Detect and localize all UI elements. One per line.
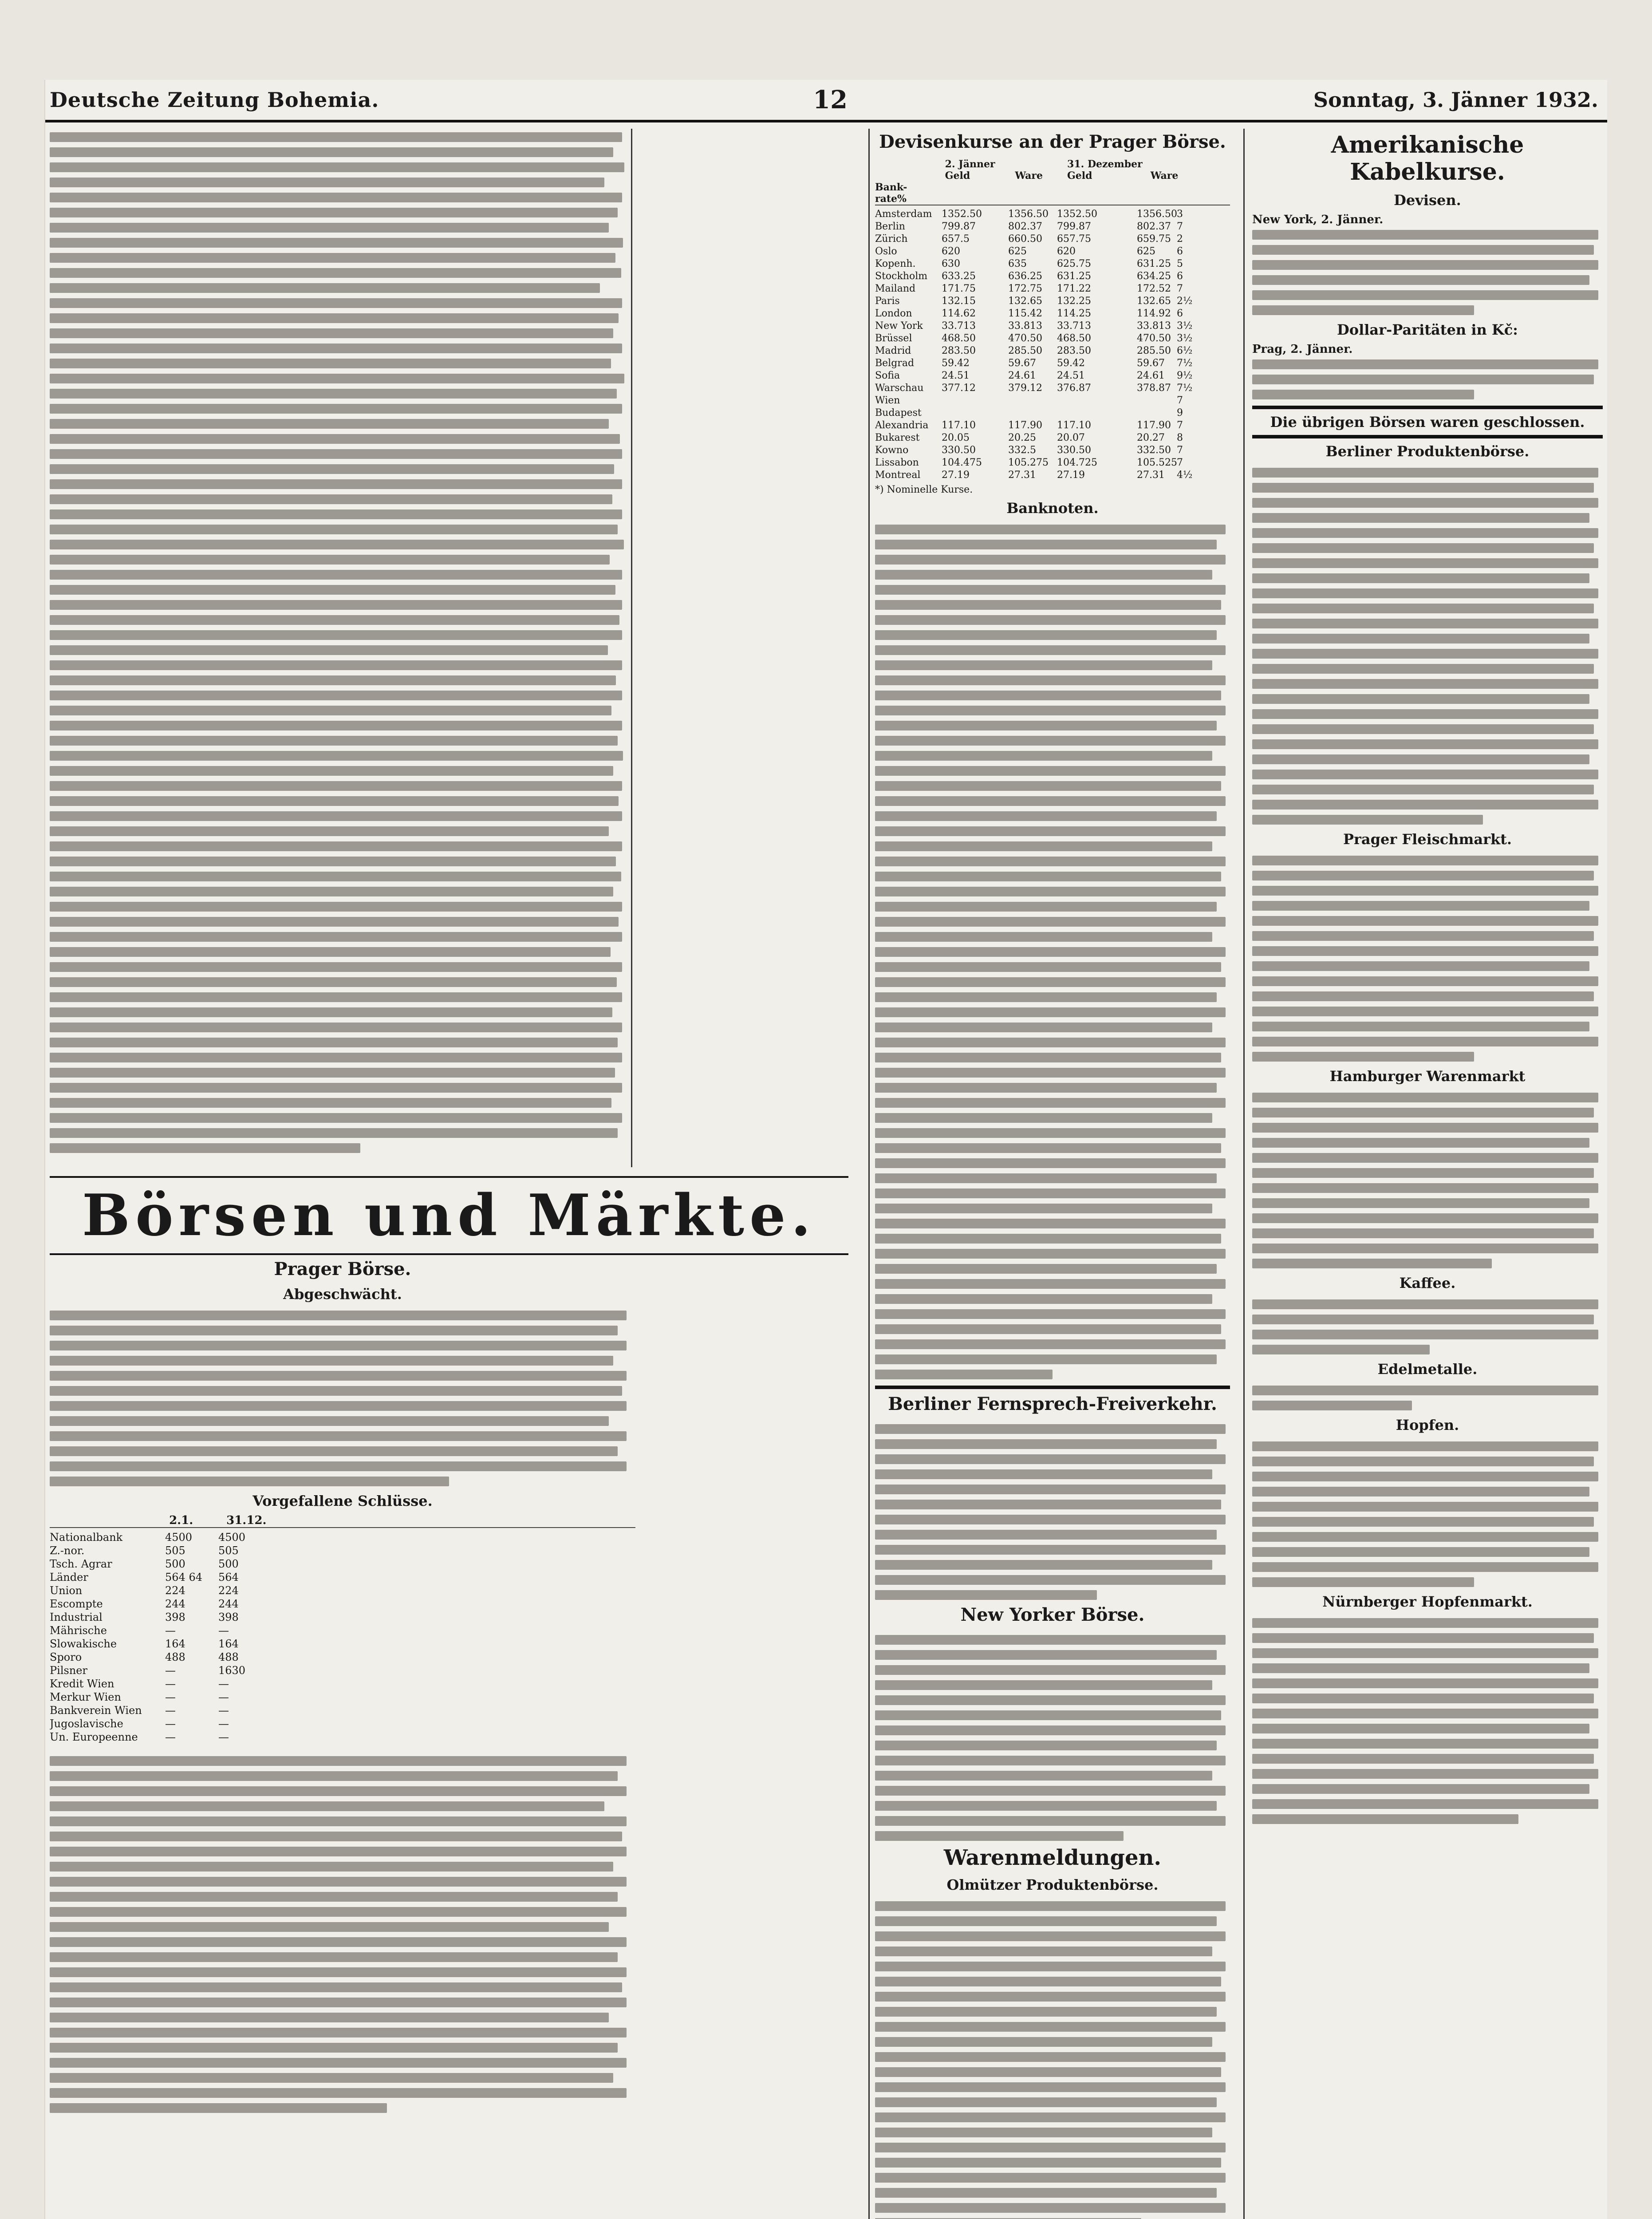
security-name: Z.-nor. (50, 1544, 85, 1557)
vorgefallene-row (50, 1531, 635, 1544)
security-name: Tsch. Agrar (50, 1558, 112, 1570)
kabel-text (1252, 226, 1603, 317)
divider (1252, 406, 1603, 409)
banknoten-text (875, 521, 1230, 1381)
vorgefallene-row (50, 1717, 635, 1730)
prager-fleisch-text (1252, 852, 1603, 1063)
devisen-value: 20.07 (1057, 432, 1085, 443)
devisen-col-3: 31. Dezember Geld (1067, 158, 1143, 182)
devisen-value: 625 (1137, 246, 1155, 257)
devisen-value: 625.75 (1057, 258, 1091, 269)
berliner-prod-text (1252, 464, 1603, 826)
kaffee-title: Kaffee. (1399, 1275, 1456, 1291)
devisen-place: Bukarest (875, 432, 920, 443)
security-name: Länder (50, 1571, 88, 1583)
devisen-value: 114.62 (942, 308, 976, 319)
dollar-text (1252, 356, 1603, 401)
prager-boerse-text (50, 1307, 635, 1488)
devisen-row (875, 208, 1230, 221)
security-value: 4500 (218, 1531, 246, 1544)
security-name: Sporo (50, 1651, 82, 1663)
devisen-value: 470.50 (1137, 333, 1171, 344)
olmuetzer-title: Olmützer Produktenbörse. (946, 1876, 1159, 1893)
devisen-value: 1352.50 (942, 209, 982, 220)
devisen-value: 1356.50 (1137, 209, 1177, 220)
boerse-geschlossen: Die übrigen Börsen waren geschlossen. (1270, 414, 1585, 430)
security-value: 164 (218, 1638, 239, 1650)
security-value: 500 (165, 1558, 185, 1570)
prag-date: Prag, 2. Jänner. (1252, 343, 1353, 356)
devisen-place: Amsterdam (875, 209, 932, 220)
devisen-value: 8 (1177, 432, 1183, 443)
vorgefallene-row (50, 1571, 635, 1584)
devisen-value: 171.75 (942, 283, 976, 294)
security-value: 488 (165, 1651, 185, 1663)
staatsanleihen-text (50, 1753, 635, 2115)
devisen-value: 802.37 (1137, 221, 1171, 232)
devisen-value: 132.65 (1137, 296, 1171, 307)
devisen-place: Kopenh. (875, 258, 916, 269)
devisen-place: Madrid (875, 345, 911, 356)
newyorker-title: New Yorker Börse. (960, 1604, 1145, 1625)
devisen-value: 2½ (1177, 296, 1193, 307)
devisen-value: 3 (1177, 209, 1183, 220)
security-value: 564 64 (165, 1571, 202, 1583)
devisen-row (875, 283, 1230, 295)
security-value: 4500 (165, 1531, 193, 1544)
column-rule (1243, 129, 1245, 2219)
devisen-place: Berlin (875, 221, 905, 232)
security-value: 244 (165, 1598, 185, 1610)
devisen-value: 468.50 (942, 333, 976, 344)
devisen-note: *) Nominelle Kurse. (875, 484, 973, 495)
devisen-row (875, 419, 1230, 432)
devisen-row (875, 357, 1230, 370)
devisen-place: Wien (875, 395, 900, 406)
devisen-value: 104.725 (1057, 457, 1097, 468)
security-value: 398 (218, 1611, 239, 1623)
security-value: 488 (218, 1651, 239, 1663)
devisen-row (875, 444, 1230, 457)
vorgefallene-row (50, 1624, 635, 1637)
devisen-value: 172.75 (1008, 283, 1042, 294)
security-value: — (165, 1731, 176, 1743)
devisen-place: Mailand (875, 283, 916, 294)
security-value: 244 (218, 1598, 239, 1610)
berliner-fernsprech-text (875, 1421, 1230, 1602)
devisen-value: 7½ (1177, 358, 1193, 369)
devisen-place: London (875, 308, 912, 319)
security-value: — (165, 1691, 176, 1703)
section-title-boersen: Börsen und Märkte. (50, 1176, 848, 1255)
devisen-value: 59.67 (1137, 358, 1165, 369)
text-column-left (50, 129, 627, 1163)
edelmetalle-text (1252, 1382, 1603, 1412)
security-value: 1630 (218, 1664, 246, 1677)
devisen-value: 105.525 (1137, 457, 1177, 468)
security-name: Escompte (50, 1598, 103, 1610)
vorgefallene-table (50, 1531, 635, 1744)
security-value: — (218, 1704, 229, 1717)
security-value: — (165, 1664, 176, 1677)
newspaper-name: Deutsche Zeitung Bohemia. (50, 88, 379, 112)
devisen-value: 20.25 (1008, 432, 1036, 443)
devisen-value: 132.25 (1057, 296, 1091, 307)
kabelkurse-column (1252, 129, 1603, 2219)
security-value: — (218, 1691, 229, 1703)
devisen-value: 117.90 (1008, 420, 1042, 431)
devisen-value: 625 (1008, 246, 1027, 257)
security-value: — (165, 1624, 176, 1637)
devisen-value: 7 (1177, 420, 1183, 431)
col-31-12: 31.12. (226, 1514, 267, 1527)
devisen-value: 115.42 (1008, 308, 1042, 319)
devisen-value: 378.87 (1137, 383, 1171, 394)
devisen-value: 283.50 (1057, 345, 1091, 356)
devisen-value: 659.75 (1137, 233, 1171, 245)
vorgefallene-row (50, 1584, 635, 1597)
vorgefallene-row (50, 1664, 635, 1677)
devisen-value: 620 (1057, 246, 1076, 257)
issue-date: Sonntag, 3. Jänner 1932. (1313, 88, 1598, 112)
devisen-value: 20.27 (1137, 432, 1165, 443)
devisen-value: 657.5 (942, 233, 970, 245)
devisen-value: 117.90 (1137, 420, 1171, 431)
devisen-value: 3½ (1177, 320, 1193, 332)
vorgefallene-table-header (50, 1514, 635, 1528)
devisen-value: 20.05 (942, 432, 970, 443)
devisen-value: 114.25 (1057, 308, 1091, 319)
devisen-place: Montreal (875, 470, 921, 481)
kaffee-text (1252, 1296, 1603, 1356)
devisen-value: 33.813 (1137, 320, 1171, 332)
devisen-subtitle: Devisen. (1394, 192, 1461, 209)
devisen-title: Devisenkurse an der Prager Börse. (879, 131, 1226, 152)
security-name: Un. Europeenne (50, 1731, 138, 1743)
page-header (45, 80, 1607, 122)
devisen-value: 27.31 (1008, 470, 1036, 481)
devisen-row (875, 308, 1230, 320)
col-2-1: 2.1. (169, 1514, 193, 1527)
abgeschwaecht-subtitle: Abgeschwächt. (283, 1286, 402, 1303)
security-name: Mährische (50, 1624, 107, 1637)
devisen-value: 330.50 (1057, 445, 1091, 456)
security-value: 224 (165, 1584, 185, 1597)
devisen-value: 332.50 (1137, 445, 1171, 456)
devisen-value: 4½ (1177, 470, 1193, 481)
security-value: 164 (165, 1638, 185, 1650)
devisen-row (875, 245, 1230, 258)
security-value: 505 (165, 1544, 185, 1557)
hopfen-text (1252, 1438, 1603, 1589)
devisen-col-1: 2. Jänner Geld (945, 158, 995, 182)
security-value: — (218, 1718, 229, 1730)
devisen-value: 379.12 (1008, 383, 1042, 394)
vorgefallene-row (50, 1704, 635, 1717)
devisen-row (875, 395, 1230, 407)
hamburger-title: Hamburger Warenmarkt (1329, 1068, 1526, 1085)
devisen-value: 630 (942, 258, 960, 269)
olmuetzer-text (875, 1898, 1230, 2219)
security-value: — (218, 1731, 229, 1743)
devisen-value: 3½ (1177, 333, 1193, 344)
devisen-value: 104.475 (942, 457, 982, 468)
vorgefallene-row (50, 1544, 635, 1557)
devisen-row (875, 332, 1230, 345)
security-value: 505 (218, 1544, 239, 1557)
security-name: Bankverein Wien (50, 1704, 142, 1717)
vorgefallene-row (50, 1677, 635, 1690)
devisen-value: 7 (1177, 445, 1183, 456)
devisen-row (875, 233, 1230, 245)
newspaper-page (44, 80, 1607, 2219)
devisen-value: 633.25 (942, 271, 976, 282)
berliner-fernsprech-title: Berliner Fernsprech-Freiverkehr. (888, 1394, 1217, 1414)
security-name: Slowakische (50, 1638, 117, 1650)
devisen-place: Lissabon (875, 457, 919, 468)
security-value: 500 (218, 1558, 239, 1570)
devisen-value: 27.31 (1137, 470, 1165, 481)
dollar-paritaeten: Dollar-Paritäten in Kč: (1337, 321, 1518, 338)
devisen-col-4: Ware (1150, 170, 1179, 182)
amerikanische-title: Amerikanische Kabelkurse. (1331, 131, 1524, 186)
divider (1252, 435, 1603, 438)
article-body (50, 129, 627, 1155)
devisen-place: Oslo (875, 246, 897, 257)
devisen-value: 59.67 (1008, 358, 1036, 369)
security-name: Jugoslavische (50, 1718, 123, 1730)
devisen-place: Brüssel (875, 333, 912, 344)
devisen-value: 105.275 (1008, 457, 1049, 468)
vorgefallene-row (50, 1597, 635, 1611)
security-name: Industrial (50, 1611, 103, 1623)
devisen-value: 7 (1177, 283, 1183, 294)
hopfen-title: Hopfen. (1396, 1417, 1459, 1433)
devisen-value: 635 (1008, 258, 1027, 269)
banknoten-title: Banknoten. (1006, 500, 1099, 517)
column-rule (868, 129, 870, 2219)
devisen-column (875, 129, 1230, 2219)
nuernberger-text (1252, 1615, 1603, 1826)
devisen-value: 377.12 (942, 383, 976, 394)
vorgefallene-title: Vorgefallene Schlüsse. (252, 1492, 433, 1509)
devisen-value: 332.5 (1008, 445, 1036, 456)
devisen-value: 5 (1177, 258, 1183, 269)
vorgefallene-row (50, 1690, 635, 1704)
devisen-value: 634.25 (1137, 271, 1171, 282)
devisen-row (875, 258, 1230, 270)
devisen-value: 1352.50 (1057, 209, 1097, 220)
security-value: — (218, 1678, 229, 1690)
devisen-value: 27.19 (1057, 470, 1085, 481)
devisen-row (875, 370, 1230, 382)
devisen-value: 24.61 (1008, 370, 1036, 381)
devisen-value: 7 (1177, 457, 1183, 468)
devisen-place: Kowno (875, 445, 909, 456)
devisen-value: 171.22 (1057, 283, 1091, 294)
devisen-value: 799.87 (1057, 221, 1091, 232)
devisen-value: 24.51 (1057, 370, 1085, 381)
berliner-prod-title: Berliner Produktenbörse. (1325, 443, 1530, 460)
devisen-row (875, 295, 1230, 308)
nuernberger-title: Nürnberger Hopfenmarkt. (1322, 1593, 1533, 1610)
column-rule (631, 129, 632, 1167)
devisen-row (875, 345, 1230, 357)
devisen-value: 117.10 (1057, 420, 1091, 431)
devisen-value: 9½ (1177, 370, 1193, 381)
prager-boerse-title: Prager Börse. (274, 1259, 411, 1279)
security-name: Nationalbank (50, 1531, 123, 1544)
devisen-value: 6 (1177, 246, 1183, 257)
devisen-value: 285.50 (1137, 345, 1171, 356)
security-value: — (165, 1718, 176, 1730)
vorgefallene-row (50, 1611, 635, 1624)
devisen-value: 7 (1177, 221, 1183, 232)
vorgefallene-row (50, 1557, 635, 1571)
devisen-table-header (875, 158, 1230, 205)
devisen-value: 9 (1177, 407, 1183, 419)
devisen-row (875, 270, 1230, 283)
security-value: — (165, 1678, 176, 1690)
newyorker-text (875, 1631, 1230, 1843)
devisen-value: 631.25 (1057, 271, 1091, 282)
prager-boerse-column (50, 1256, 635, 2219)
security-value: 224 (218, 1584, 239, 1597)
divider (875, 1386, 1230, 1389)
security-name: Union (50, 1584, 83, 1597)
devisen-value: 2 (1177, 233, 1183, 245)
devisen-value: 33.713 (942, 320, 976, 332)
security-name: Merkur Wien (50, 1691, 121, 1703)
devisen-value: 7 (1177, 395, 1183, 406)
devisen-place: Alexandria (875, 420, 929, 431)
devisen-place: Zürich (875, 233, 908, 245)
newyork-date: New York, 2. Jänner. (1252, 213, 1384, 226)
hamburger-text (1252, 1089, 1603, 1270)
vorgefallene-row (50, 1730, 635, 1744)
devisen-value: 6 (1177, 308, 1183, 319)
devisen-value: 59.42 (1057, 358, 1085, 369)
devisen-value: 636.25 (1008, 271, 1042, 282)
devisen-row (875, 432, 1230, 444)
devisen-value: 660.50 (1008, 233, 1042, 245)
devisen-value: 285.50 (1008, 345, 1042, 356)
devisen-place: Belgrad (875, 358, 915, 369)
devisen-row (875, 320, 1230, 332)
devisen-value: 117.10 (942, 420, 976, 431)
devisen-value: 24.61 (1137, 370, 1165, 381)
security-value: — (218, 1624, 229, 1637)
prager-fleisch-title: Prager Fleischmarkt. (1343, 831, 1512, 848)
devisen-place: Budapest (875, 407, 922, 419)
devisen-value: 172.52 (1137, 283, 1171, 294)
devisen-table (875, 208, 1230, 482)
devisen-row (875, 221, 1230, 233)
security-name: Kredit Wien (50, 1678, 114, 1690)
devisen-value: 132.65 (1008, 296, 1042, 307)
devisen-place: Stockholm (875, 271, 928, 282)
devisen-value: 6½ (1177, 345, 1193, 356)
devisen-place: New York (875, 320, 923, 332)
devisen-row (875, 457, 1230, 469)
devisen-value: 33.713 (1057, 320, 1091, 332)
devisen-value: 283.50 (942, 345, 976, 356)
devisen-value: 657.75 (1057, 233, 1091, 245)
security-name: Pilsner (50, 1664, 87, 1677)
devisen-value: 468.50 (1057, 333, 1091, 344)
devisen-row (875, 407, 1230, 419)
security-value: 398 (165, 1611, 185, 1623)
devisen-value: 802.37 (1008, 221, 1042, 232)
devisen-value: 59.42 (942, 358, 970, 369)
devisen-col-2: Ware (1015, 170, 1043, 182)
devisen-value: 7½ (1177, 383, 1193, 394)
devisen-value: 620 (942, 246, 960, 257)
devisen-value: 24.51 (942, 370, 970, 381)
devisen-value: 330.50 (942, 445, 976, 456)
devisen-place: Paris (875, 296, 900, 307)
vorgefallene-row (50, 1650, 635, 1664)
edelmetalle-title: Edelmetalle. (1377, 1361, 1478, 1378)
devisen-row (875, 469, 1230, 482)
devisen-value: 470.50 (1008, 333, 1042, 344)
devisen-value: 631.25 (1137, 258, 1171, 269)
devisen-value: 1356.50 (1008, 209, 1049, 220)
devisen-place: Sofia (875, 370, 900, 381)
security-value: 564 (218, 1571, 239, 1583)
devisen-value: 33.813 (1008, 320, 1042, 332)
page-number: 12 (813, 85, 848, 115)
devisen-place: Warschau (875, 383, 924, 394)
devisen-row (875, 382, 1230, 395)
warenmeldungen-title: Warenmeldungen. (943, 1845, 1162, 1870)
devisen-value: 27.19 (942, 470, 970, 481)
devisen-col-5: Bank-rate% (875, 182, 907, 205)
devisen-value: 799.87 (942, 221, 976, 232)
security-value: — (165, 1704, 176, 1717)
devisen-value: 376.87 (1057, 383, 1091, 394)
devisen-value: 6 (1177, 271, 1183, 282)
devisen-value: 132.15 (942, 296, 976, 307)
vorgefallene-row (50, 1637, 635, 1650)
devisen-value: 114.92 (1137, 308, 1171, 319)
